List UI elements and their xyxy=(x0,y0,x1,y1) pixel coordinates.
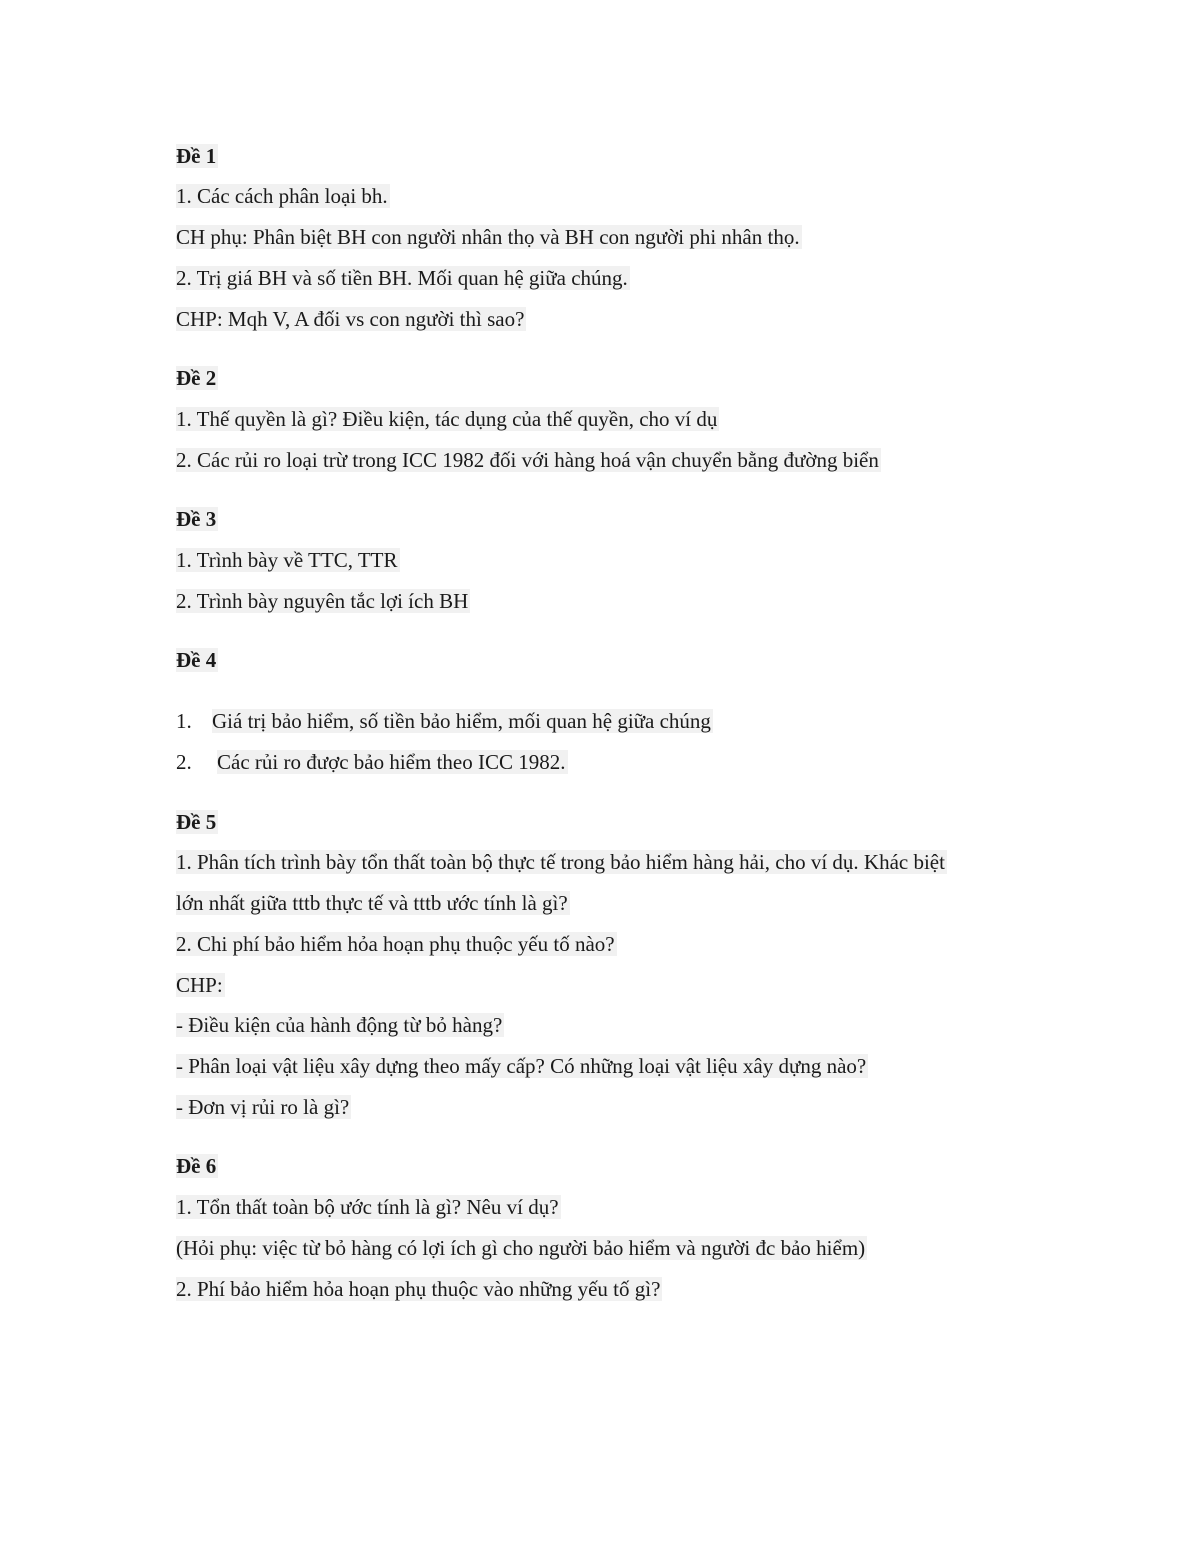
list-number: 1. xyxy=(176,709,192,733)
section-5-line-1: 1. Phân tích trình bày tổn thất toàn bộ thực tế trong bảo hiểm hàng hải, cho ví dụ. Khác biệt xyxy=(176,850,945,874)
section-5-line-5: - Điều kiện của hành động từ bỏ hàng? xyxy=(176,1013,503,1037)
section-5-line-6: - Phân loại vật liệu xây dựng theo mấy cấp? Có những loại vật liệu xây dựng nào? xyxy=(176,1054,867,1078)
section-3-line-2: 2. Trình bày nguyên tắc lợi ích BH xyxy=(176,589,469,613)
section-2-line-1: 1. Thế quyền là gì? Điều kiện, tác dụng của thế quyền, cho ví dụ xyxy=(176,407,718,431)
section-5-heading: Đề 5 xyxy=(176,810,217,834)
section-2-line-2: 2. Các rủi ro loại trừ trong ICC 1982 đối với hàng hoá vận chuyển bằng đường biển xyxy=(176,448,879,472)
section-4-list-item-2 xyxy=(176,747,568,777)
section-1-line-1: 1. Các cách phân loại bh. xyxy=(176,184,388,208)
section-6-heading: Đề 6 xyxy=(176,1154,217,1178)
section-4-heading: Đề 4 xyxy=(176,648,217,672)
section-4-list-item-1 xyxy=(176,706,713,736)
section-6-line-3: 2. Phí bảo hiểm hỏa hoạn phụ thuộc vào những yếu tố gì? xyxy=(176,1277,661,1301)
section-6-line-1: 1. Tổn thất toàn bộ ước tính là gì? Nêu ví dụ? xyxy=(176,1195,559,1219)
section-6-line-2: (Hỏi phụ: việc từ bỏ hàng có lợi ích gì cho người bảo hiểm và người đc bảo hiểm) xyxy=(176,1236,866,1260)
section-3-heading: Đề 3 xyxy=(176,507,217,531)
list-text: Giá trị bảo hiểm, số tiền bảo hiểm, mối quan hệ giữa chúng xyxy=(212,709,711,733)
list-text: Các rủi ro được bảo hiểm theo ICC 1982. xyxy=(217,750,566,774)
section-1-line-4: CHP: Mqh V, A đối vs con người thì sao? xyxy=(176,307,525,331)
section-1-line-3: 2. Trị giá BH và số tiền BH. Mối quan hệ giữa chúng. xyxy=(176,266,628,290)
section-5-line-2: lớn nhất giữa tttb thực tế và tttb ước tính là gì? xyxy=(176,891,568,915)
section-1-heading: Đề 1 xyxy=(176,144,217,168)
section-5-line-3: 2. Chi phí bảo hiểm hỏa hoạn phụ thuộc yếu tố nào? xyxy=(176,932,615,956)
section-1-line-2: CH phụ: Phân biệt BH con người nhân thọ và BH con người phi nhân thọ. xyxy=(176,225,800,249)
section-5-line-7: - Đơn vị rủi ro là gì? xyxy=(176,1095,350,1119)
section-2-heading: Đề 2 xyxy=(176,366,217,390)
section-3-line-1: 1. Trình bày về TTC, TTR xyxy=(176,548,398,572)
list-number: 2. xyxy=(176,750,192,774)
section-5-line-4: CHP: xyxy=(176,973,223,997)
